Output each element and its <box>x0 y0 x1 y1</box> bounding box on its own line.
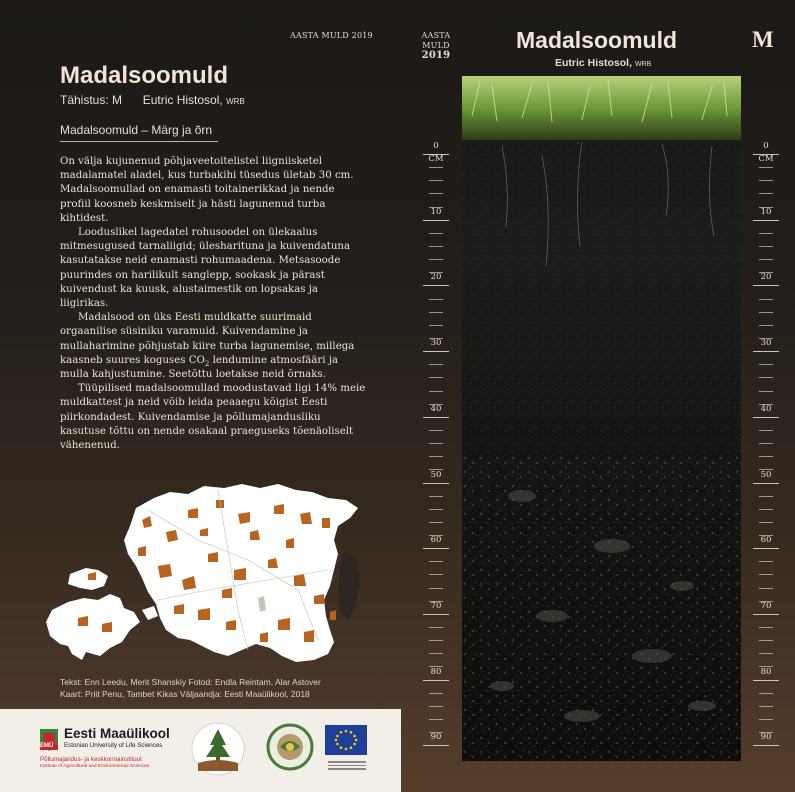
depth-tick-label: 70 <box>430 600 442 611</box>
depth-minor-tick <box>429 653 443 654</box>
subtitle-divider <box>60 141 218 142</box>
depth-tick-label: 80 <box>430 666 442 677</box>
fund-text-graphic <box>328 759 366 775</box>
depth-scale-right <box>744 0 788 792</box>
depth-tick-label: 0 <box>433 141 439 151</box>
depth-minor-tick <box>759 640 773 641</box>
depth-minor-tick <box>429 509 443 510</box>
classification: Eutric Histosol, <box>142 93 223 107</box>
depth-minor-tick <box>429 522 443 523</box>
paragraph-4: Tüüpilised madalsoomullad moodustavad ligi 14% meie muldkattest ja neid võib leida peaaegu kõigist Eesti piirkondadest. Kuivendamise ja põllumajandusliku kasutuse tõttu on nende osakaal praeguseks tõenäoliselt vähenenud. <box>60 383 366 452</box>
designation-prefix: Tähistus: M <box>60 93 123 107</box>
depth-tick-line <box>753 614 779 615</box>
depth-minor-tick <box>759 364 773 365</box>
depth-minor-tick <box>429 377 443 378</box>
depth-tick-label: 70 <box>760 600 772 611</box>
scale-top-line2: MULD <box>422 41 450 50</box>
depth-tick-line <box>753 680 779 681</box>
page-title: Madalsoomuld <box>60 62 229 89</box>
depth-minor-tick <box>759 456 773 457</box>
depth-tick-line <box>753 220 779 221</box>
depth-tick-label: 80 <box>760 666 772 677</box>
depth-minor-tick <box>429 312 443 313</box>
depth-minor-tick <box>759 706 773 707</box>
depth-tick-label: 90 <box>760 732 772 743</box>
map-lake <box>338 552 360 620</box>
depth-tick-label: 30 <box>430 338 442 349</box>
depth-tick-label: 40 <box>760 403 772 414</box>
depth-unit-label: CM <box>758 154 774 164</box>
depth-minor-tick <box>429 640 443 641</box>
depth-tick-line <box>753 351 779 352</box>
depth-minor-tick <box>429 299 443 300</box>
depth-minor-tick <box>759 312 773 313</box>
depth-minor-tick <box>429 325 443 326</box>
depth-tick-line <box>423 220 449 221</box>
depth-tick-line <box>423 548 449 549</box>
depth-tick-line <box>423 483 449 484</box>
depth-tick-label: 50 <box>430 469 442 480</box>
depth-minor-tick <box>429 246 443 247</box>
designation-line <box>60 93 245 107</box>
paragraph-2: Looduslikel lagedatel rohusoodel on ülekaalus mitmesugused tarnaliigid; ülesharituna ja kuivendatuna kasutatakse neid enamasti rohumaadena. Metsasoode puurindes on harilikult sanglepp, sookask ja pärast kuivendust ka kuusk, alustaimestik on lopsakas ja liigirikas. <box>60 227 351 310</box>
depth-minor-tick <box>429 167 443 168</box>
profile-title: Madalsoomuld <box>516 27 678 53</box>
depth-minor-tick <box>429 561 443 562</box>
depth-minor-tick <box>759 233 773 234</box>
depth-tick-line <box>753 745 779 746</box>
depth-minor-tick <box>759 574 773 575</box>
eu-flag-icon <box>325 725 367 759</box>
depth-minor-tick <box>759 653 773 654</box>
depth-minor-tick <box>759 246 773 247</box>
depth-tick-line <box>423 680 449 681</box>
depth-minor-tick <box>759 180 773 181</box>
depth-minor-tick <box>429 706 443 707</box>
scale-top-line1: AASTA <box>421 31 451 40</box>
depth-tick-label: 20 <box>760 272 772 283</box>
depth-minor-tick <box>429 693 443 694</box>
credits-line-2: Kaart: Priit Penu, Tambet Kikas Väljaandja: Eesti Maaülikool, 2018 <box>60 689 310 699</box>
map-island-saaremaa <box>46 594 140 660</box>
depth-minor-tick <box>429 588 443 589</box>
year-label: AASTA MULD 2019 <box>290 31 373 40</box>
depth-minor-tick <box>759 522 773 523</box>
estonia-map-svg <box>38 470 368 680</box>
depth-minor-tick <box>759 719 773 720</box>
depth-minor-tick <box>759 430 773 431</box>
soil-profile-photo <box>462 76 741 761</box>
depth-minor-tick <box>429 391 443 392</box>
depth-minor-tick <box>759 259 773 260</box>
depth-tick-label: 40 <box>430 403 442 414</box>
depth-tick-label: 0 <box>763 141 769 151</box>
depth-minor-tick <box>759 377 773 378</box>
institute-et: Põllumajandus- ja keskkonnainstituut <box>40 756 142 763</box>
logo-bar <box>0 709 401 792</box>
depth-minor-tick <box>759 391 773 392</box>
depth-tick-label: 20 <box>430 272 442 283</box>
depth-minor-tick <box>429 259 443 260</box>
depth-minor-tick <box>429 364 443 365</box>
depth-minor-tick <box>759 509 773 510</box>
depth-tick-line <box>753 285 779 286</box>
depth-tick-label: 10 <box>430 206 442 217</box>
depth-minor-tick <box>429 443 443 444</box>
depth-tick-label: 60 <box>760 535 772 546</box>
depth-minor-tick <box>429 456 443 457</box>
depth-tick-line <box>423 614 449 615</box>
depth-minor-tick <box>429 496 443 497</box>
map-island-muhu <box>142 606 158 620</box>
emu-name: Eesti Maaülikool <box>64 726 170 741</box>
depth-minor-tick <box>429 430 443 431</box>
depth-tick-line <box>753 483 779 484</box>
depth-minor-tick <box>429 193 443 194</box>
depth-tick-label: 90 <box>430 732 442 743</box>
emu-badge: EMÜ <box>40 743 54 749</box>
depth-tick-line <box>753 548 779 549</box>
depth-minor-tick <box>759 193 773 194</box>
depth-tick-line <box>423 745 449 746</box>
subtitle: Madalsoomuld – Märg ja õrn <box>60 123 213 137</box>
credits-line-1: Tekst: Enn Leedu, Merit Shanskiy Fotod: Endla Reintam, Alar Astover <box>60 677 321 687</box>
classification-suffix: WRB <box>226 97 245 106</box>
depth-minor-tick <box>759 627 773 628</box>
depth-minor-tick <box>759 588 773 589</box>
emu-en: Estonian University of Life Sciences <box>64 742 163 749</box>
paragraph-3: Madalsood on üks Eesti muldkatte suurimaid orgaanilise süsiniku varamuid. Kuivendamine ja mullaharimine põhjustab kiire turba lagunemise, millega kaasneb suures koguses $CO_2$ lendumine atmosfääri ja mulla kahjustumine. Seetõttu loetakse neid õrnaks. <box>60 312 355 381</box>
society-seal-icon <box>266 723 314 775</box>
depth-unit-label: CM <box>428 154 444 164</box>
depth-minor-tick <box>429 627 443 628</box>
credits <box>60 676 321 700</box>
depth-minor-tick <box>759 167 773 168</box>
depth-minor-tick <box>759 443 773 444</box>
body-text <box>60 155 366 453</box>
depth-tick-line <box>423 351 449 352</box>
depth-minor-tick <box>429 574 443 575</box>
depth-minor-tick <box>759 299 773 300</box>
institute-en: Institute of Agricultural and Environmental Sciences <box>40 764 150 769</box>
distribution-map <box>38 470 368 680</box>
depth-tick-line <box>423 285 449 286</box>
soil-society-logo-icon <box>190 721 246 781</box>
depth-minor-tick <box>429 233 443 234</box>
profile-letter: M <box>752 27 774 52</box>
depth-tick-label: 30 <box>760 338 772 349</box>
depth-minor-tick <box>759 693 773 694</box>
depth-tick-label: 50 <box>760 469 772 480</box>
depth-minor-tick <box>429 180 443 181</box>
depth-tick-label: 10 <box>760 206 772 217</box>
depth-minor-tick <box>759 496 773 497</box>
depth-minor-tick <box>759 325 773 326</box>
depth-minor-tick <box>429 719 443 720</box>
depth-minor-tick <box>759 561 773 562</box>
depth-scale-left <box>414 0 458 792</box>
profile-subtitle: Eutric Histosol, WRB <box>555 57 652 69</box>
scale-top-year: 2019 <box>421 50 451 61</box>
depth-tick-line <box>423 417 449 418</box>
depth-tick-label: 60 <box>430 535 442 546</box>
paragraph-1: On välja kujunenud põhjaveetoitelistel liigniisketel madalamatel aladel, kus turbakihi tüsedus ületab 30 cm. Madalsoomullad on enamasti toitainerikkad ja nende profiil koosneb keskmiselt ja hästi lagunenud turba kihtidest. <box>60 156 354 224</box>
depth-tick-line <box>753 417 779 418</box>
